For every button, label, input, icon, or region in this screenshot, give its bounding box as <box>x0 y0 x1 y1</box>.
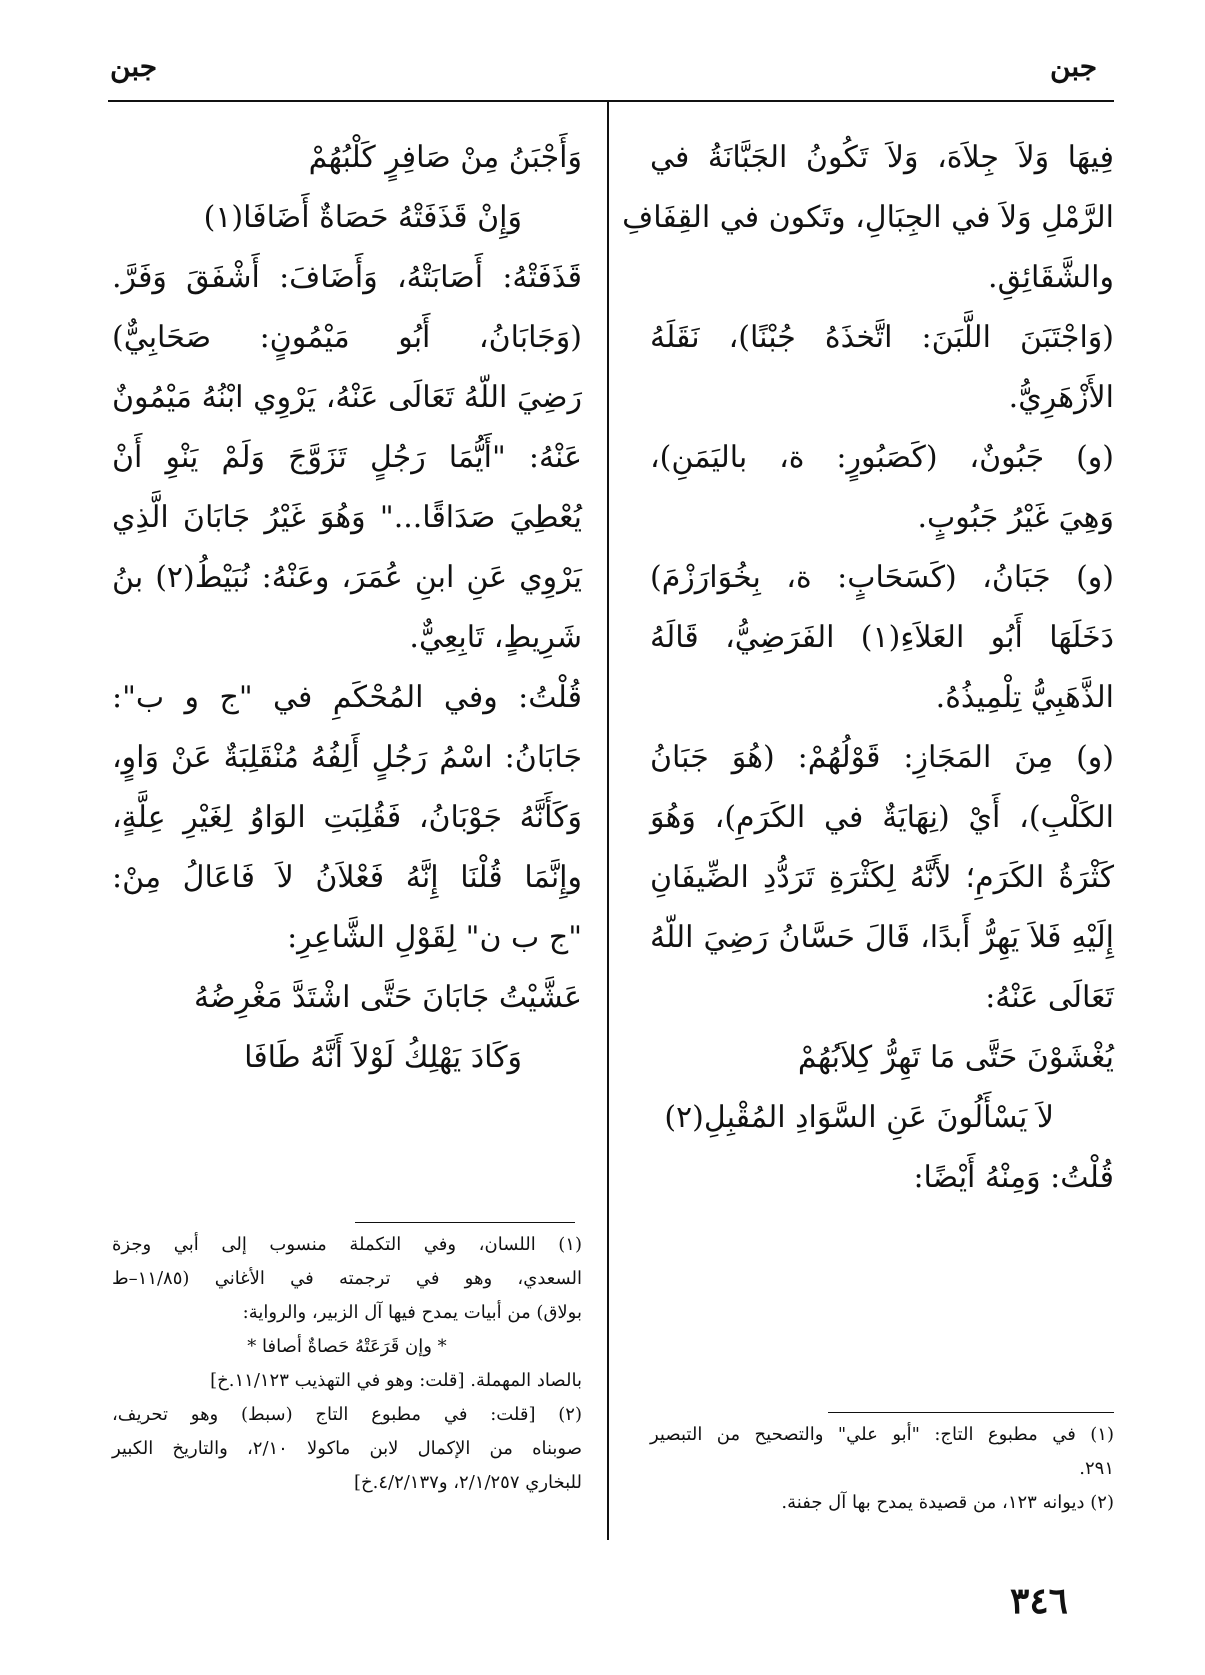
text-line: (وَجَابَانُ، أَبُو مَيْمُونٍ: صَحَابِيٌّ) <box>112 320 582 355</box>
text-line: رَضِيَ اللّهُ تَعَالَى عَنْهُ، يَرْوِي ابْنُهُ مَيْمُونٌ <box>112 380 582 415</box>
footnotes-right <box>650 1418 1114 1520</box>
footnote-line: بولاق) من أبيات يمدح فيها آل الزبير، والرواية: <box>242 1302 582 1323</box>
text-line: كَثْرَةُ الكَرَمِ؛ لأَنَّهُ لِكَثْرَةِ تَرَدُّدِ الضِّيفَانِ <box>650 860 1114 895</box>
text-line: إِلَيْهِ فَلاَ يَهِرُّ أَبدًا، قَالَ حَسَّانُ رَضِيَ اللّهُ <box>650 920 1114 955</box>
text-line: "ج ب ن" لِقَوْلِ الشَّاعِرِ: <box>287 920 582 955</box>
text-line: يُعْطِيَ صَدَاقًا..." وَهُوَ غَيْرُ جَابَانَ الَّذِي <box>112 500 582 535</box>
footnote-line: صوبناه من الإكمال لابن ماكولا ٢/١٠، والتاريخ الكبير <box>112 1438 583 1459</box>
verse-line: لاَ يَسْأَلُونَ عَنِ السَّوَادِ المُقْبِلِ(٢) <box>664 1100 1054 1135</box>
left-column <box>112 128 582 1088</box>
text-line: قُلْتُ: وَمِنْهُ أَيْضًا: <box>913 1160 1114 1195</box>
footnote-line: السعدي، وهو في ترجمته في الأغاني (١١/٨٥–ط <box>112 1268 582 1289</box>
footnote-line: (٢) ديوانه ١٢٣، من قصيدة يمدح بها آل جفنة. <box>781 1492 1114 1513</box>
verse-line: وَإِنْ قَذَفَتْهُ حَصَاةٌ أَضَافَا(١) <box>203 200 522 235</box>
text-line: الرَّمْلِ وَلاَ في الجِبَالِ، وتَكون في القِفَافِ <box>622 200 1114 235</box>
text-line: يَرْوِي عَنِ ابنِ عُمَرَ، وعَنْهُ: نُبَيْطُ(٢) بنُ <box>112 560 582 595</box>
column-divider <box>607 100 609 1540</box>
footnote-verse: * وإن قَرَعَتْهُ حَصاةٌ أصافا * <box>247 1336 447 1357</box>
text-line: (و) مِنَ المَجَازِ: قَوْلُهُمْ: (هُوَ جَبَانُ <box>650 740 1114 775</box>
text-line: وَهِيَ غَيْرُ جَبُوبٍ. <box>917 500 1114 535</box>
text-line: تَعَالَى عَنْهُ: <box>985 980 1114 1015</box>
text-line: دَخَلَهَا أَبُو العَلاَءِ(١) الفَرَضِيُّ، قَالَهُ <box>650 620 1114 655</box>
footnote-line: ٢٩١. <box>1079 1458 1114 1479</box>
running-header-right: جبن <box>1050 50 1098 83</box>
verse-line: عَشَّيْتُ جَابَانَ حَتَّى اشْتَدَّ مَغْرِضُهُ <box>193 980 582 1015</box>
text-line: عَنْهُ: "أَيُّمَا رَجُلٍ تَزَوَّجَ وَلَمْ يَنْوِ أَنْ <box>112 440 582 475</box>
footnote-line: للبخاري ٢/١/٢٥٧، و٤/٢/١٣٧.خ] <box>353 1472 582 1493</box>
text-line: (و) جَبُونٌ، (كَصَبُورٍ: ة، باليَمَنِ)، <box>650 440 1114 475</box>
page-number: ٣٤٦ <box>1010 1580 1069 1622</box>
text-line: (وَاجْتَبَنَ اللَّبَنَ: اتَّخذَهُ جُبْنًا)، نَقَلَهُ <box>650 320 1114 355</box>
footnote-rule-right <box>828 1412 1114 1413</box>
text-line: وإِنَّمَا قُلْنَا إِنَّهُ فَعْلاَنُ لاَ فَاعَالُ مِنْ: <box>112 860 582 895</box>
text-line: قَذَفَتْهُ: أَصَابَتْهُ، وَأَضَافَ: أَشْفَقَ وَفَرَّ. <box>112 260 582 295</box>
footnote-line: بالصاد المهملة. [قلت: وهو في التهذيب ١١/١٢٣.خ] <box>210 1370 582 1391</box>
running-header-left: جبن <box>110 50 158 83</box>
footnote-line: (١) اللسان، وفي التكملة منسوب إلى أبي وجزة <box>112 1234 582 1255</box>
footnotes-left <box>112 1228 582 1500</box>
text-line: الكَلْبِ)، أَيْ (نِهَايَةٌ في الكَرَمِ)، وَهُوَ <box>650 800 1114 835</box>
footnote-line: (١) في مطبوع التاج: "أبو علي" والتصحيح من التبصير <box>650 1424 1114 1445</box>
text-line: شَرِيطٍ، تَابِعِيٌّ. <box>409 620 582 655</box>
text-line: الأَزْهَرِيُّ. <box>1008 380 1114 415</box>
text-line: الذَّهَبِيُّ تِلْمِيذُهُ. <box>935 680 1114 715</box>
text-line: جَابَانُ: اسْمُ رَجُلٍ أَلِفُهُ مُنْقَلِبَةٌ عَنْ وَاوٍ، <box>112 740 582 775</box>
text-line: وَكَأَنَّهُ جَوْبَانُ، فَقُلِبَتِ الوَاوُ لِغَيْرِ عِلَّةٍ، <box>112 800 582 835</box>
verse-line: يُغْشَوْنَ حَتَّى مَا تَهِرُّ كِلاَبُهُمْ <box>797 1040 1114 1075</box>
text-line: قُلْتُ: وفي المُحْكَمِ في "ج و ب": <box>112 680 582 715</box>
text-line: والشَّقَائِقِ. <box>988 260 1114 295</box>
footnote-line: (٢) [قلت: في مطبوع التاج (سبط) وهو تحريف، <box>112 1404 582 1425</box>
header-rule <box>108 100 1114 102</box>
footnote-rule-left <box>355 1222 575 1223</box>
text-line: (و) جَبَانُ، (كَسَحَابٍ: ة، بِخُوَارَزْمَ) <box>650 560 1114 595</box>
text-line: فِيهَا وَلاَ جِلاَهَ، وَلاَ تَكُونُ الجَبَّانَةُ في <box>650 140 1114 175</box>
verse-line: وَكَادَ يَهْلِكُ لَوْلاَ أَنَّهُ طَافَا <box>244 1040 522 1075</box>
right-column <box>622 128 1114 1208</box>
verse-line: وَأَجْبَنُ مِنْ صَافِرٍ كَلْبُهُمْ <box>308 140 582 175</box>
